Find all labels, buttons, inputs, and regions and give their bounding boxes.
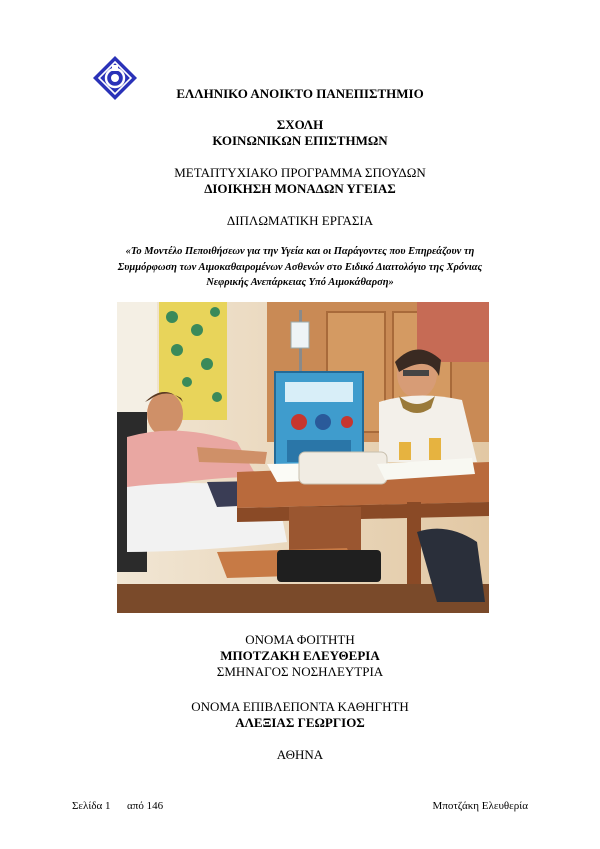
student-name-label: ΟΝΟΜΑ ΦΟΙΤΗΤΗ bbox=[245, 632, 355, 647]
program-name: ΔΙΟΙΚΗΣΗ ΜΟΝΑΔΩΝ ΥΓΕΙΑΣ bbox=[204, 181, 396, 196]
university-name: ΕΛΛΗΝΙΚΟ ΑΝΟΙΚΤΟ ΠΑΝΕΠΙΣΤΗΜΙΟ bbox=[176, 86, 424, 101]
school-name: ΚΟΙΝΩΝΙΚΩΝ ΕΠΙΣΤΗΜΩΝ bbox=[212, 133, 388, 148]
school-label: ΣΧΟΛΗ bbox=[276, 117, 324, 132]
student-name: ΜΠΟΤΖΑΚΗ ΕΛΕΥΘΕΡΙΑ bbox=[220, 648, 380, 663]
student-rank: ΣΜΗΝΑΓΟΣ ΝΟΣΗΛΕΥΤΡΙΑ bbox=[216, 664, 384, 679]
document-type: ΔΙΠΛΩΜΑΤΙΚΗ ΕΡΓΑΣΙΑ bbox=[226, 213, 374, 228]
city-name: ΑΘΗΝΑ bbox=[276, 747, 324, 762]
thesis-title bbox=[80, 244, 520, 291]
footer-author: Μποτζάκη Ελευθερία bbox=[432, 800, 528, 812]
thesis-title-line-3: Νεφρικής Ανεπάρκειας Υπό Αιμοκάθαρση» bbox=[206, 277, 394, 288]
thesis-title-line-1: «Το Μοντέλο Πεποιθήσεων για την Υγεία και οι Παράγοντες που Επηρεάζουν τη bbox=[125, 246, 475, 257]
supervisor-name: ΑΛΕΞΙΑΣ ΓΕΩΡΓΙΟΣ bbox=[235, 715, 365, 730]
thesis-title-line-2: Συμμόρφωση των Αιμοκαθαιρομένων Ασθενών στο Ειδικό Διαιτολόγιο της Χρόνιας bbox=[117, 261, 483, 273]
page-number bbox=[72, 800, 163, 812]
page-label: Σελίδα 1 bbox=[72, 800, 111, 812]
page-total: από 146 bbox=[127, 800, 164, 812]
program-label: ΜΕΤΑΠΤΥΧΙΑΚΟ ΠΡΟΓΡΑΜΜΑ ΣΠΟΥΔΩΝ bbox=[174, 165, 426, 180]
supervisor-name-label: ΟΝΟΜΑ ΕΠΙΒΛΕΠΟΝΤΑ ΚΑΘΗΓΗΤΗ bbox=[191, 699, 409, 714]
hemodialysis-photo bbox=[117, 302, 489, 613]
